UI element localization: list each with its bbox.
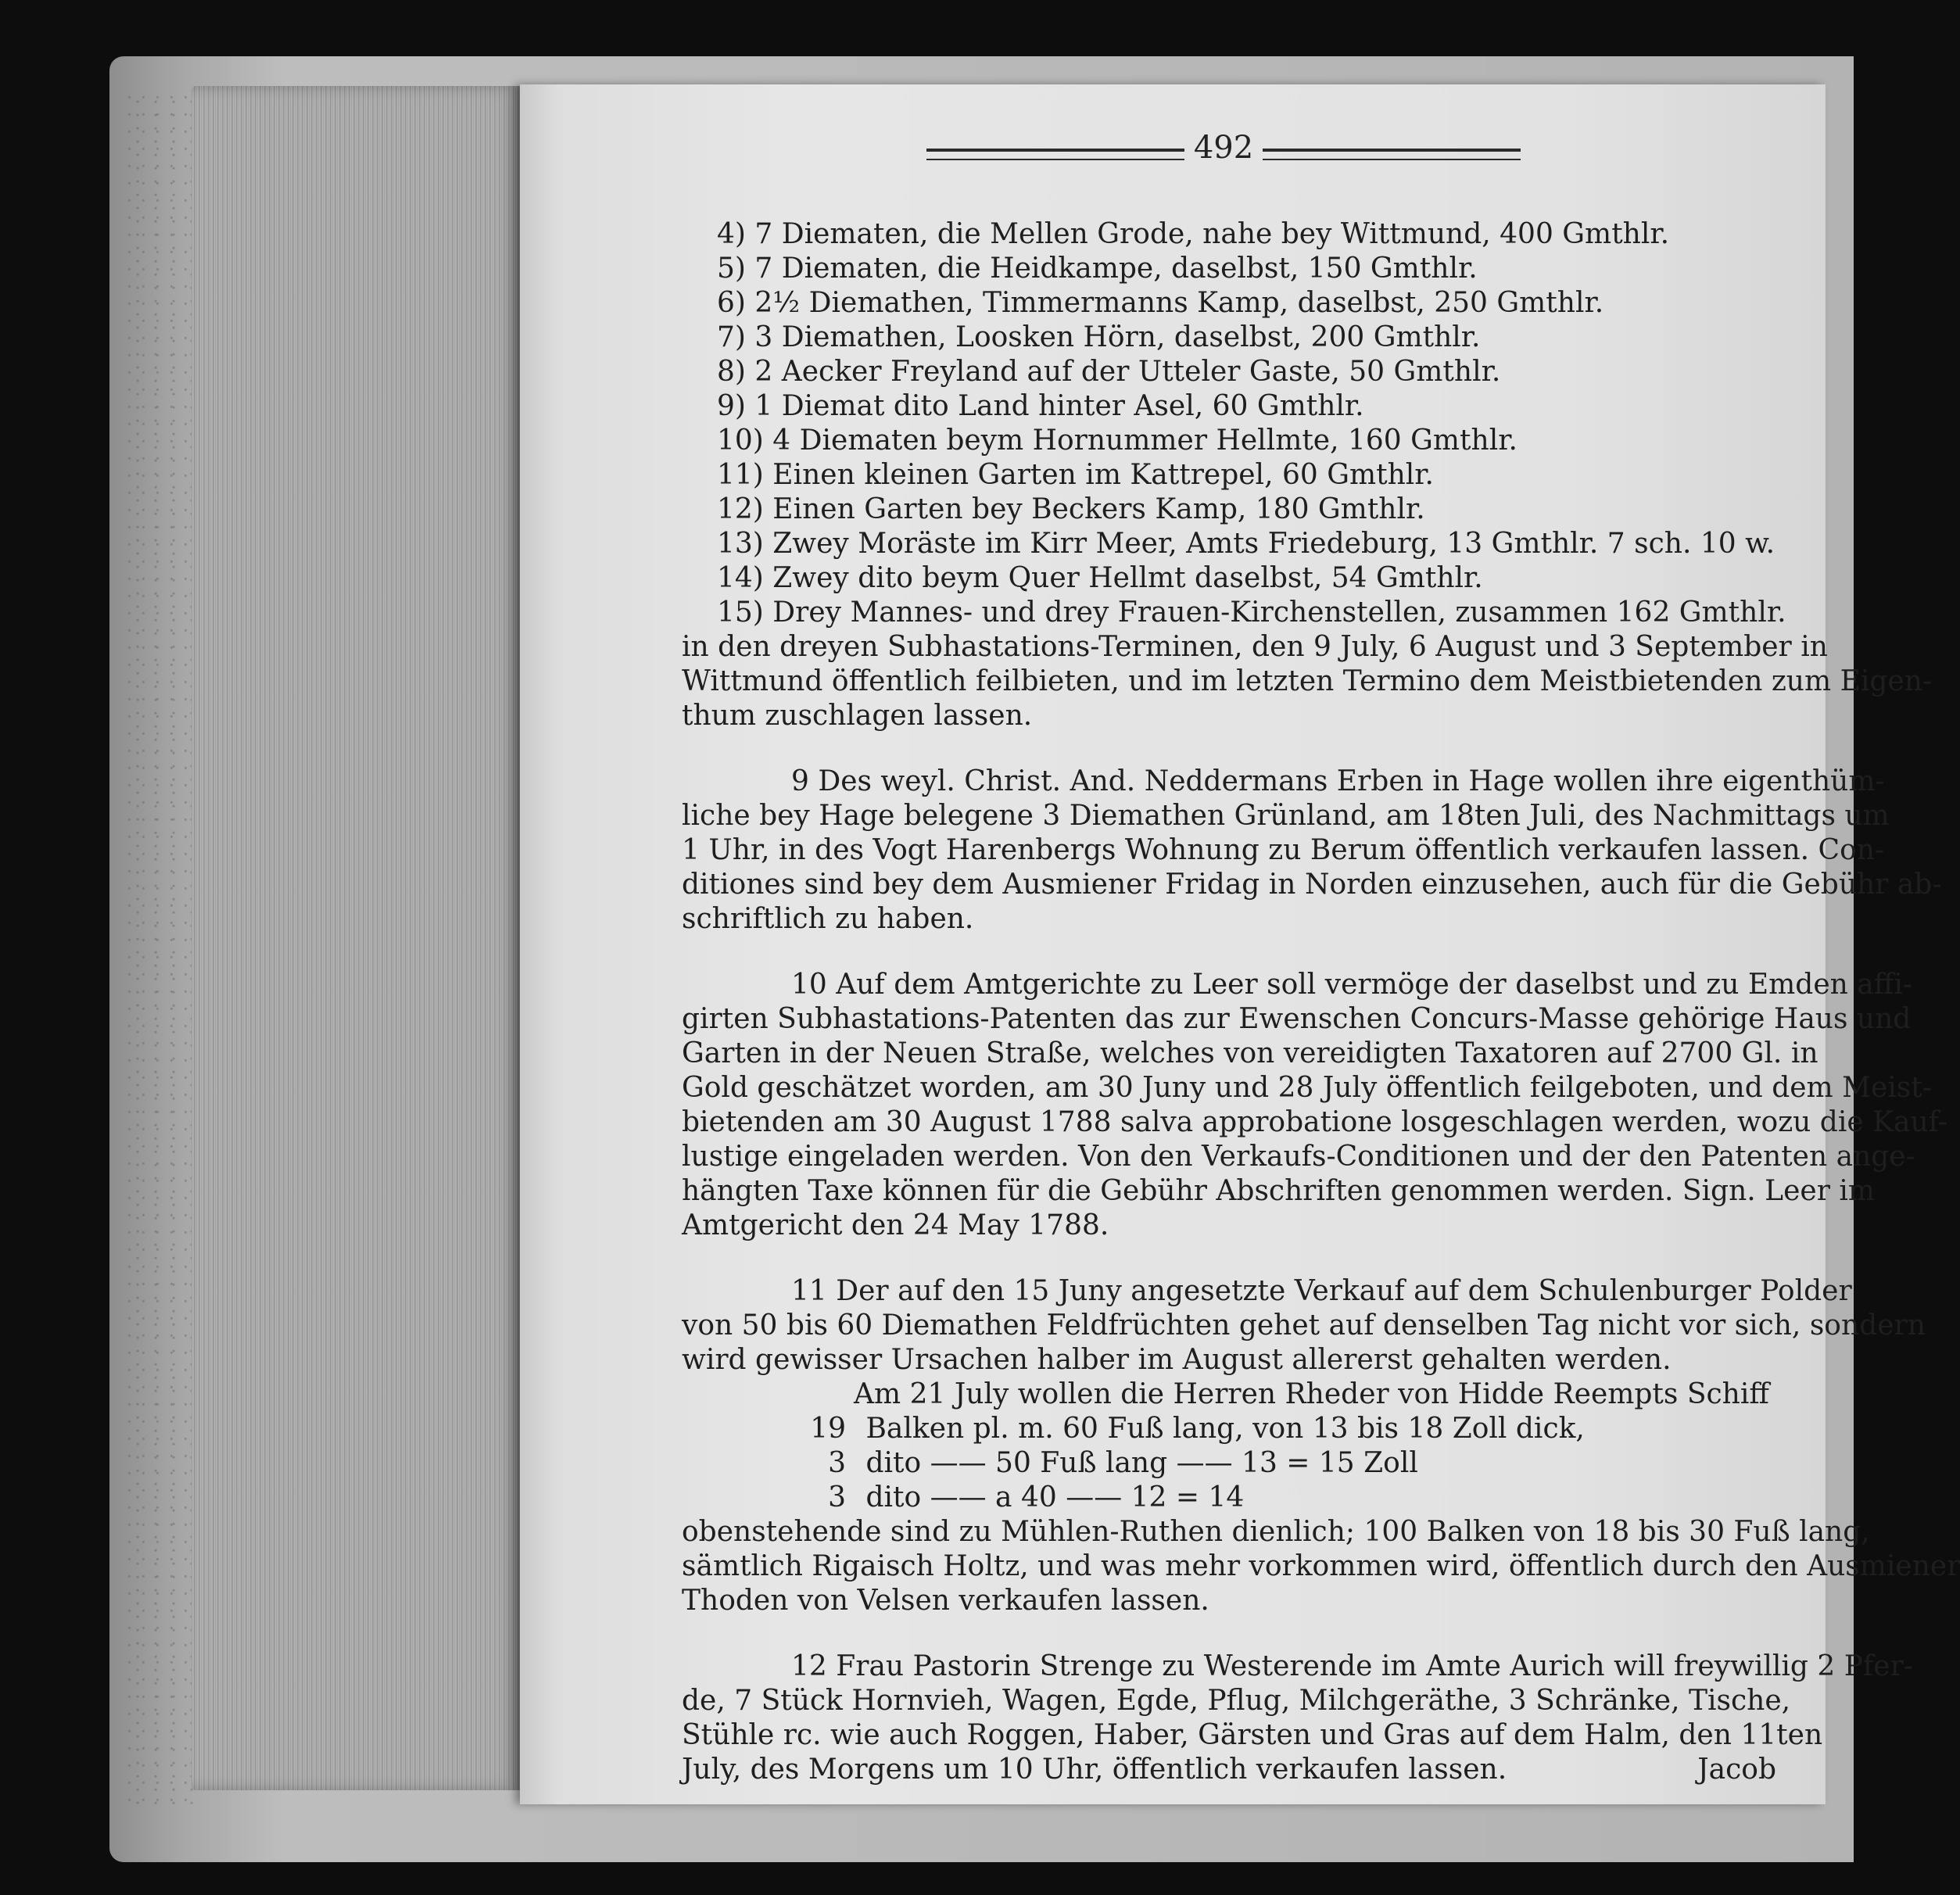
text-line: von 50 bis 60 Diemathen Feldfrüchten gehet auf denselben Tag nicht vor sich, sondern bbox=[682, 1309, 1926, 1342]
list-item: 13) Zwey Moräste im Kirr Meer, Amts Friedeburg, 13 Gmthlr. 7 sch. 10 w. bbox=[717, 528, 1775, 560]
text-line: Stühle rc. wie auch Roggen, Haber, Gärsten und Gras auf dem Halm, den 11ten bbox=[682, 1719, 1823, 1751]
text-line: Garten in der Neuen Straße, welches von vereidigten Taxatoren auf 2700 Gl. in bbox=[682, 1037, 1818, 1069]
table-count: 3 bbox=[828, 1447, 846, 1479]
list-item: 4) 7 Diematen, die Mellen Grode, nahe bey Wittmund, 400 Gmthlr. bbox=[717, 218, 1670, 250]
paragraph-12 bbox=[682, 1650, 1913, 1787]
cover-marbling bbox=[125, 94, 195, 1814]
header-rule-left bbox=[926, 149, 1184, 160]
text-line: lustige eingeladen werden. Von den Verkaufs-Conditionen und der den Patenten ange- bbox=[682, 1141, 1915, 1173]
list-item: 9) 1 Diemat dito Land hinter Asel, 60 Gmthlr. bbox=[717, 390, 1364, 422]
table-item: dito —— a 40 —— 12 = 14 bbox=[865, 1481, 1245, 1513]
list-item: 14) Zwey dito beym Quer Hellmt daselbst, 54 Gmthlr. bbox=[717, 562, 1483, 594]
table-row bbox=[682, 1412, 1776, 1446]
list-item: 7) 3 Diemathen, Loosken Hörn, daselbst, 200 Gmthlr. bbox=[717, 321, 1481, 353]
table-item: dito —— 50 Fuß lang —— 13 = 15 Zoll bbox=[865, 1447, 1418, 1479]
table-count: 19 bbox=[810, 1413, 846, 1445]
text-line: Gold geschätzet worden, am 30 Juny und 28 July öffentlich feilgeboten, und dem Meist- bbox=[682, 1072, 1932, 1104]
text-line: bietenden am 30 August 1788 salva approbatione losgeschlagen werden, wozu die Kauf- bbox=[682, 1106, 1947, 1138]
list-item: 10) 4 Diematen beym Hornummer Hellmte, 160 Gmthlr. bbox=[717, 424, 1517, 457]
timber-table bbox=[682, 1412, 1776, 1515]
text-line: sämtlich Rigaisch Holtz, und was mehr vorkommen wird, öffentlich durch den Ausmiener bbox=[682, 1550, 1960, 1582]
item-list bbox=[682, 217, 1786, 630]
paragraph-ship-sale bbox=[682, 1377, 1960, 1618]
text-line: Wittmund öffentlich feilbieten, und im letzten Termino dem Meistbietenden zum Eigen- bbox=[682, 665, 1933, 697]
text-line: girten Subhastations-Patenten das zur Ewenschen Concurs-Masse gehörige Haus und bbox=[682, 1003, 1912, 1035]
table-item: Balken pl. m. 60 Fuß lang, von 13 bis 18 Zoll dick, bbox=[865, 1413, 1585, 1445]
text-line: Amtgericht den 24 May 1788. bbox=[682, 1209, 1109, 1241]
list-item: 6) 2½ Diemathen, Timmermanns Kamp, daselbst, 250 Gmthlr. bbox=[717, 287, 1604, 319]
text-line: Am 21 July wollen die Herren Rheder von Hidde Reempts Schiff bbox=[854, 1378, 1769, 1410]
text-line: Thoden von Velsen verkaufen lassen. bbox=[682, 1585, 1209, 1617]
list-item: 8) 2 Aecker Freyland auf der Utteler Gaste, 50 Gmthlr. bbox=[717, 356, 1501, 388]
list-item: 12) Einen Garten bey Beckers Kamp, 180 Gmthlr. bbox=[717, 493, 1425, 525]
page-edges bbox=[192, 86, 520, 1790]
table-row bbox=[682, 1446, 1776, 1481]
text-line: obenstehende sind zu Mühlen-Ruthen dienlich; 100 Balken von 18 bis 30 Fuß lang, bbox=[682, 1516, 1870, 1548]
text-line: 11 Der auf den 15 Juny angesetzte Verkauf auf dem Schulenburger Polder bbox=[791, 1275, 1852, 1307]
text-line: 1 Uhr, in des Vogt Harenbergs Wohnung zu Berum öffentlich verkaufen lassen. Con- bbox=[682, 834, 1885, 866]
table-row bbox=[682, 1481, 1776, 1515]
paragraph-10 bbox=[682, 968, 1947, 1243]
list-item: 5) 7 Diematen, die Heidkampe, daselbst, 150 Gmthlr. bbox=[717, 253, 1478, 285]
text-line: 9 Des weyl. Christ. And. Neddermans Erben in Hage wollen ihre eigenthüm- bbox=[791, 765, 1885, 797]
text-line: liche bey Hage belegene 3 Diemathen Grünland, am 18ten Juli, des Nachmittags um bbox=[682, 800, 1890, 832]
text-line: July, des Morgens um 10 Uhr, öffentlich verkaufen lassen. bbox=[682, 1754, 1507, 1786]
text-line: schriftlich zu haben. bbox=[682, 903, 974, 935]
page-text bbox=[682, 217, 1960, 1787]
text-line: thum zuschlagen lassen. bbox=[682, 700, 1033, 732]
page-number: 492 bbox=[1193, 130, 1254, 166]
paragraph-11 bbox=[682, 1274, 1926, 1377]
text-line: in den dreyen Subhastations-Terminen, den 9 July, 6 August und 3 September in bbox=[682, 631, 1828, 663]
text-line: hängten Taxe können für die Gebühr Abschriften genommen werden. Sign. Leer im bbox=[682, 1175, 1875, 1207]
table-count: 3 bbox=[828, 1481, 846, 1513]
text-line: 12 Frau Pastorin Strenge zu Westerende im Amte Aurich will freywillig 2 Pfer- bbox=[791, 1650, 1913, 1682]
header-rule-right bbox=[1263, 149, 1521, 160]
paragraph-8-continuation bbox=[682, 630, 1933, 733]
page-header bbox=[926, 125, 1521, 172]
list-item: 15) Drey Mannes- und drey Frauen-Kirchenstellen, zusammen 162 Gmthlr. bbox=[717, 596, 1786, 629]
list-item: 11) Einen kleinen Garten im Kattrepel, 60 Gmthlr. bbox=[717, 459, 1434, 491]
text-line: de, 7 Stück Hornvieh, Wagen, Egde, Pflug, Milchgeräthe, 3 Schränke, Tische, bbox=[682, 1685, 1791, 1717]
text-line: 10 Auf dem Amtgerichte zu Leer soll vermöge der daselbst und zu Emden affi- bbox=[791, 969, 1913, 1001]
text-line: wird gewisser Ursachen halber im August allererst gehalten werden. bbox=[682, 1344, 1672, 1376]
paragraph-9 bbox=[682, 765, 1942, 937]
text-line: ditiones sind bey dem Ausmiener Fridag in Norden einzusehen, auch für die Gebühr ab- bbox=[682, 869, 1942, 901]
catchword: Jacob bbox=[1697, 1754, 1776, 1786]
